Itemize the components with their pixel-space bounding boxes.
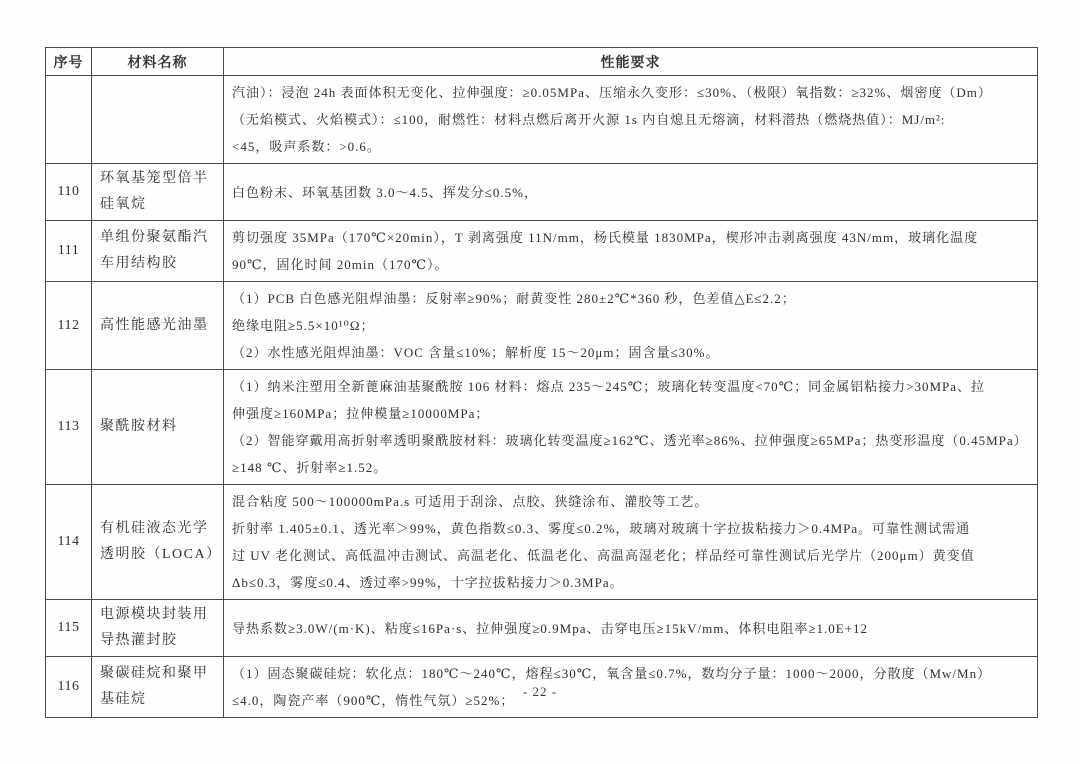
header-performance-requirement: 性能要求: [224, 48, 1038, 76]
table-row: [46, 76, 1038, 164]
header-index: 序号: [46, 48, 92, 76]
table-row: [46, 164, 1038, 221]
material-name: 有机硅液态光学透明胶（LOCA）: [92, 485, 224, 600]
requirement-line: 90℃，固化时间 20min（170℃）。: [232, 257, 449, 272]
requirement-line: （2）水性感光阻焊油墨：VOC 含量≤10%；解析度 15～20μm；固含量≤30%。: [232, 345, 720, 360]
requirement-line: ≤4.0，陶瓷产率（900℃，惰性气氛）≥52%；: [232, 693, 515, 708]
requirement-line: （1）固态聚碳硅烷：软化点：180℃～240℃，熔程≤30℃，氧含量≤0.7%，数均分子量：1000～2000，分散度（Mw/Mn）: [232, 666, 992, 681]
requirement-line: Δb≤0.3，雾度≤0.4、透过率>99%，十字拉拔粘接力＞0.3MPa。: [232, 575, 624, 590]
material-name: 聚酰胺材料: [92, 370, 224, 485]
requirement-line: （无焰模式、火焰模式）：≤100，耐燃性：材料点燃后离开火源 1s 内自熄且无熔滴，材料潜热（燃烧热值）：MJ/m²:: [232, 112, 946, 127]
table-row: [46, 370, 1038, 485]
requirement-line: 白色粉末、环氧基团数 3.0～4.5、挥发分≤0.5%，: [232, 184, 538, 200]
material-name: 聚碳硅烷和聚甲基硅烷: [92, 657, 224, 718]
requirement-line: （1）PCB 白色感光阻焊油墨：反射率≥90%；耐黄变性 280±2℃*360 秒，色差值△E≤2.2；: [232, 291, 796, 306]
row-index: 111: [46, 221, 92, 282]
requirement-line: 过 UV 老化测试、高低温冲击测试、高温老化、低温老化、高温高湿老化；样品经可靠性测试后光学片（200μm）黄变值: [232, 548, 975, 563]
requirement-line: （2）智能穿戴用高折射率透明聚酰胺材料：玻璃化转变温度≥162℃、透光率≥86%、拉伸强度≥65MPa；热变形温度（0.45MPa）: [232, 433, 1028, 448]
requirement-line: ≥148 ℃、折射率≥1.52。: [232, 460, 388, 475]
requirement-cell: [224, 485, 1038, 600]
material-name: 环氧基笼型倍半硅氧烷: [92, 164, 224, 221]
requirement-cell: [224, 76, 1038, 164]
table-row: [46, 485, 1038, 600]
requirement-cell: [224, 164, 1038, 221]
requirement-line: 剪切强度 35MPa（170℃×20min），T 剥离强度 11N/mm，杨氏模量 1830MPa，楔形冲击剥离强度 43N/mm，玻璃化温度: [232, 230, 979, 245]
row-index: 110: [46, 164, 92, 221]
requirement-line: 导热系数≥3.0W/(m·K)、粘度≤16Pa·s、拉伸强度≥0.9Mpa、击穿电压≥15kV/mm、体积电阻率≥1.0E+12: [232, 620, 869, 636]
material-name: [92, 76, 224, 164]
requirement-line: 伸强度≥160MPa；拉伸模量≥10000MPa；: [232, 406, 490, 421]
row-index: 112: [46, 282, 92, 370]
row-index: 116: [46, 657, 92, 718]
requirement-line: 绝缘电阻≥5.5×10¹⁰Ω；: [232, 318, 375, 333]
row-index: 114: [46, 485, 92, 600]
header-material-name: 材料名称: [92, 48, 224, 76]
requirement-cell: [224, 221, 1038, 282]
materials-table: [45, 47, 1038, 718]
table-row: [46, 282, 1038, 370]
table-header-row: [46, 48, 1038, 76]
material-name: 单组份聚氨酯汽车用结构胶: [92, 221, 224, 282]
requirement-cell: [224, 370, 1038, 485]
requirement-line: 汽油）：浸泡 24h 表面体积无变化、拉伸强度：≥0.05MPa、压缩永久变形：≤30%、（极限）氧指数：≥32%、烟密度（Dm）: [232, 85, 992, 100]
table-row: [46, 600, 1038, 657]
requirement-cell: [224, 282, 1038, 370]
requirement-line: 折射率 1.405±0.1、透光率＞99%，黄色指数≤0.3、雾度≤0.2%，玻璃对玻璃十字拉拔粘接力＞0.4MPa。可靠性测试需通: [232, 521, 971, 536]
table-row: [46, 221, 1038, 282]
page-number: - 22 -: [522, 684, 558, 699]
row-index: 115: [46, 600, 92, 657]
requirement-line: （1）纳米注塑用全新蓖麻油基聚酰胺 106 材料：熔点 235～245℃；玻璃化转变温度<70℃；同金属铝粘接力>30MPa、拉: [232, 379, 986, 394]
material-name: 高性能感光油墨: [92, 282, 224, 370]
row-index: 113: [46, 370, 92, 485]
requirement-line: 混合粘度 500～100000mPa.s 可适用于刮涂、点胶、狭缝涂布、灌胶等工艺。: [232, 494, 709, 509]
requirement-line: <45，吸声系数：>0.6。: [232, 139, 381, 154]
row-index: [46, 76, 92, 164]
material-name: 电源模块封装用导热灌封胶: [92, 600, 224, 657]
requirement-cell: [224, 600, 1038, 657]
